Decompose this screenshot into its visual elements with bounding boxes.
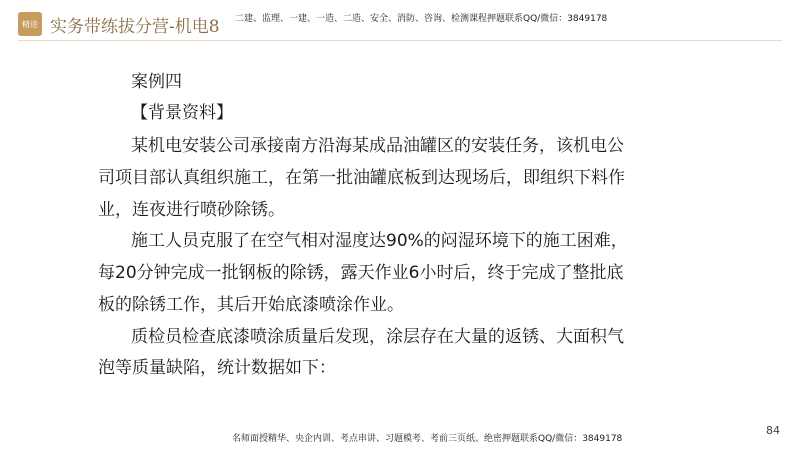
brand-logo-text: 精进 — [22, 19, 38, 29]
faint-watermark: · · · · · · · · — [303, 179, 326, 208]
paragraph-2-line-2: 每20分钟完成一批钢板的除锈，露天作业6小时后，终于完成了整批底 — [98, 263, 624, 283]
footer-contact-text: 名师面授精华、央企内训、考点串讲、习题模考、考前三页纸、绝密押题联系QQ/微信：3849178 — [232, 434, 623, 444]
header-contact-text: 二建、监理、一建、一造、二造、安全、消防、咨询、检测课程押题联系QQ/微信：3849178 — [235, 14, 608, 24]
paragraph-1-line-1: 某机电安装公司承接南方沿海某成品油罐区的安装任务，该机电公 — [131, 136, 624, 156]
course-title: 实务带练拔分营-机电8 — [50, 17, 220, 37]
page-number: 84 — [766, 424, 780, 437]
paragraph-2-line-1: 施工人员克服了在空气相对湿度达90%的闷湿环境下的施工困难， — [131, 231, 628, 251]
faint-watermark: · · · · · · · · — [463, 304, 486, 333]
brand-logo — [18, 12, 42, 36]
paragraph-1-line-2: 司项目部认真组织施工，在第一批油罐底板到达现场后，即组织下料作 — [98, 168, 625, 188]
paragraph-3-line-2: 泡等质量缺陷，统计数据如下： — [98, 358, 336, 378]
paragraph-1-line-3: 业，连夜进行喷砂除锈。 — [98, 200, 285, 220]
header-divider — [18, 40, 782, 41]
paragraph-3-line-1: 质检员检查底漆喷涂质量后发现，涂层存在大量的返锈、大面积气 — [131, 327, 624, 347]
case-heading: 案例四 — [131, 72, 182, 92]
paragraph-2-line-3: 板的除锈工作，其后开始底漆喷涂作业。 — [98, 295, 404, 315]
background-heading: 【背景资料】 — [131, 103, 233, 123]
